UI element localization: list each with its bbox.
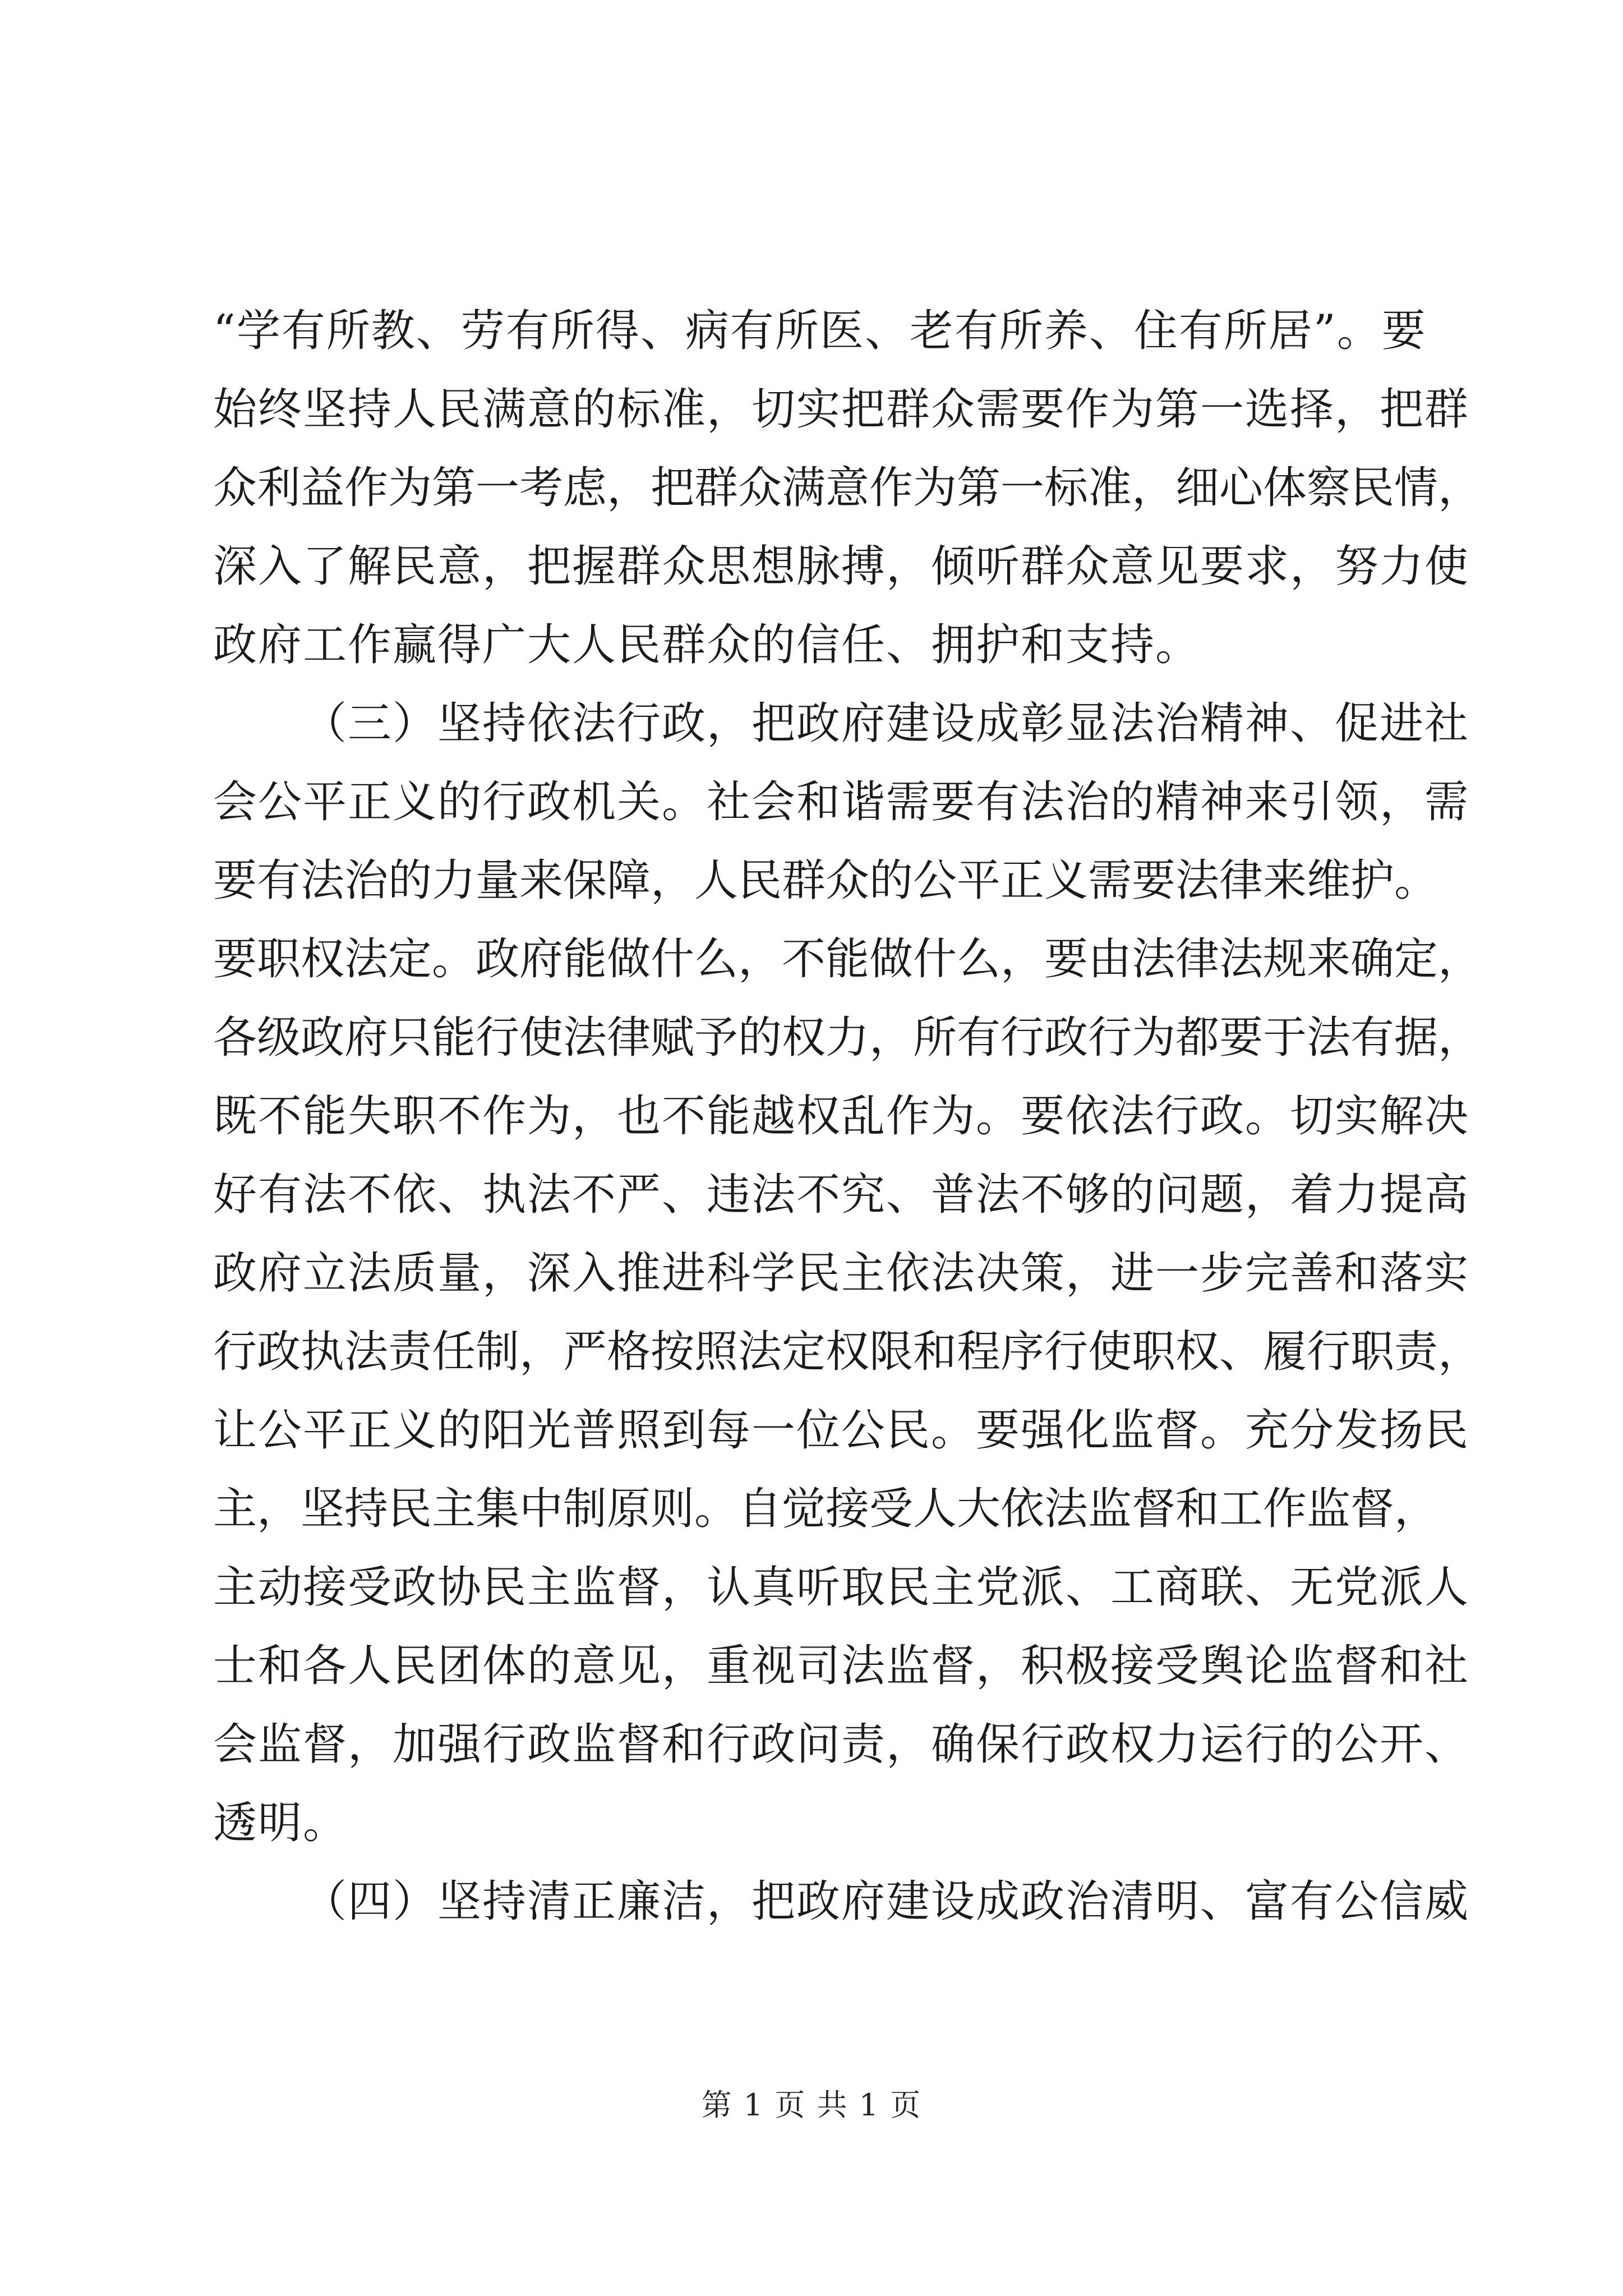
text-line: 各级政府只能行使法律赋予的权力，所有行政行为都要于法有据， [213, 1013, 1482, 1063]
text-line: 行政执法责任制，严格按照法定权限和程序行使职权、履行职责， [213, 1327, 1482, 1377]
section-heading-line: （四）坚持清正廉洁，把政府建设成政治清明、富有公信威 [303, 1876, 1470, 1927]
text-line: “学有所教、劳有所得、病有所医、老有所养、住有所居”。要 [213, 306, 1427, 356]
section-heading-line: （三）坚持依法行政，把政府建设成彰显法治精神、促进社 [303, 698, 1470, 749]
text-line: 既不能失职不作为，也不能越权乱作为。要依法行政。切实解决 [213, 1091, 1470, 1142]
text-line: 要职权法定。政府能做什么，不能做什么，要由法律法规来确定， [213, 934, 1482, 984]
text-line: 好有法不依、执法不严、违法不究、普法不够的问题，着力提高 [213, 1170, 1470, 1220]
text-line: 让公平正义的阳光普照到每一位公民。要强化监督。充分发扬民 [213, 1405, 1470, 1456]
text-line: 透明。 [213, 1798, 348, 1848]
text-line: 深入了解民意，把握群众思想脉搏，倾听群众意见要求，努力使 [213, 541, 1470, 592]
text-line: 众利益作为第一考虑，把群众满意作为第一标准，细心体察民情， [213, 463, 1482, 513]
text-line: 主，坚持民主集中制原则。自觉接受人大依法监督和工作监督， [213, 1484, 1438, 1534]
text-line: 会监督，加强行政监督和行政问责，确保行政权力运行的公开、 [213, 1719, 1470, 1770]
text-line: 要有法治的力量来保障，人民群众的公平正义需要法律来维护。 [213, 855, 1438, 906]
page-footer [0, 2081, 1623, 2124]
text-line: 政府工作赢得广大人民群众的信任、拥护和支持。 [213, 620, 1201, 670]
text-line: 主动接受政协民主监督，认真听取民主党派、工商联、无党派人 [213, 1562, 1470, 1613]
page-number: 第 1 页 共 1 页 [701, 2087, 922, 2123]
text-line: 会公平正义的行政机关。社会和谐需要有法治的精神来引领，需 [213, 777, 1470, 827]
text-line: 政府立法质量，深入推进科学民主依法决策，进一步完善和落实 [213, 1248, 1470, 1299]
body-text [213, 292, 1482, 1941]
text-line: 士和各人民团体的意见，重视司法监督，积极接受舆论监督和社 [213, 1641, 1470, 1691]
text-line: 始终坚持人民满意的标准，切实把群众需要作为第一选择，把群 [213, 384, 1470, 435]
